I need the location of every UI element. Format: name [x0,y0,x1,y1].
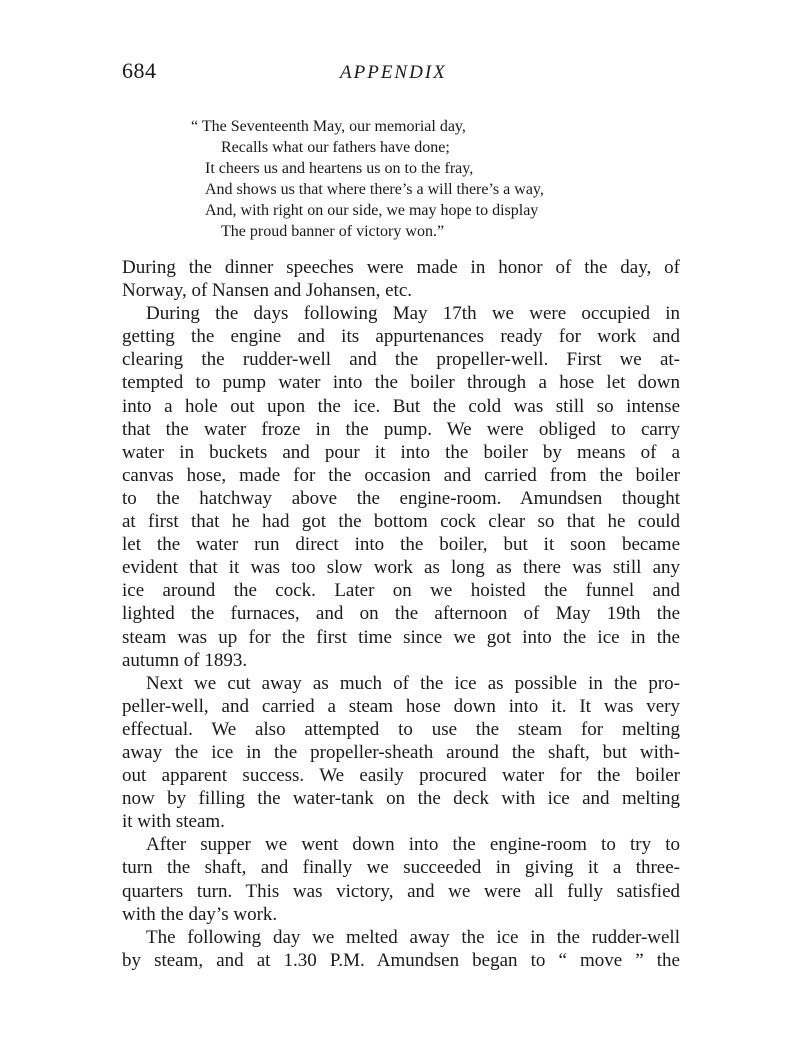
text-line: steam was up for the first time since we got into the ice in the [122,626,680,648]
text-line: During the dinner speeches were made in honor of the day, of [122,257,680,278]
text-line: canvas hose, made for the occasion and carried from the boiler [122,464,680,486]
text-line: After supper we went down into the engine-room to try to [146,834,680,856]
text-line: effectual. We also attempted to use the steam for melting [122,718,680,740]
text-line: getting the engine and its appurtenances ready for work and [122,326,680,348]
text-line: lighted the furnaces, and on the afternoon of May 19th the [122,603,680,625]
text-line: that the water froze in the pump. We were obliged to carry [122,418,680,440]
paragraph [122,926,680,972]
text-line: Norway, of Nansen and Johansen, etc. [122,280,413,302]
text-line: turn the shaft, and finally we succeeded in giving it a three- [122,857,680,879]
text-line: The following day we melted away the ice in the rudder-well [146,926,680,948]
paragraph [122,256,680,302]
text-line: into a hole out upon the ice. But the cold was still so intense [122,395,680,417]
running-title: APPENDIX [340,62,447,83]
text-line: let the water run direct into the boiler, but it soon became [122,534,680,556]
text-line: evident that it was too slow work as long as there was still any [122,557,680,579]
poem-line: And shows us that where there’s a will there’s a way, [205,181,544,198]
text-line: by steam, and at 1.30 P.M. Amundsen began to “ move ” the [122,949,680,971]
text-line: to the hatchway above the engine-room. Amundsen thought [122,487,680,509]
text-line: it with steam. [122,811,225,833]
poem-line: “ The Seventeenth May, our memorial day, [191,118,466,135]
text-line: water in buckets and pour it into the boiler by means of a [122,441,680,463]
text-line: at first that he had got the bottom cock clear so that he could [122,511,680,533]
paragraph [122,833,680,925]
text-line: autumn of 1893. [122,649,248,671]
text-line: with the day’s work. [122,903,278,925]
text-line: During the days following May 17th we were occupied in [146,303,680,325]
paragraph [122,302,680,672]
poem-line: The proud banner of victory won.” [221,223,445,240]
text-line: away the ice in the propeller-sheath around the shaft, but with- [122,741,680,763]
paragraph [122,672,680,834]
poem-line: And, with right on our side, we may hope to display [205,202,539,219]
poem-line: Recalls what our fathers have done; [221,139,450,156]
text-line: Next we cut away as much of the ice as possible in the pro- [146,672,680,694]
text-line: out apparent success. We easily procured water for the boiler [122,765,680,787]
text-line: clearing the rudder-well and the propeller-well. First we at- [122,349,680,371]
text-line: ice around the cock. Later on we hoisted the funnel and [122,580,680,602]
running-head [122,58,682,92]
text-line: tempted to pump water into the boiler through a hose let down [122,372,680,394]
poem-line: It cheers us and heartens us on to the fray, [205,160,474,177]
body-text [122,256,680,972]
text-line: peller-well, and carried a steam hose down into it. It was very [122,695,680,717]
text-line: now by filling the water-tank on the deck with ice and melting [122,788,680,810]
page-number: 684 [122,58,157,83]
text-line: quarters turn. This was victory, and we were all fully satisfied [122,880,680,902]
